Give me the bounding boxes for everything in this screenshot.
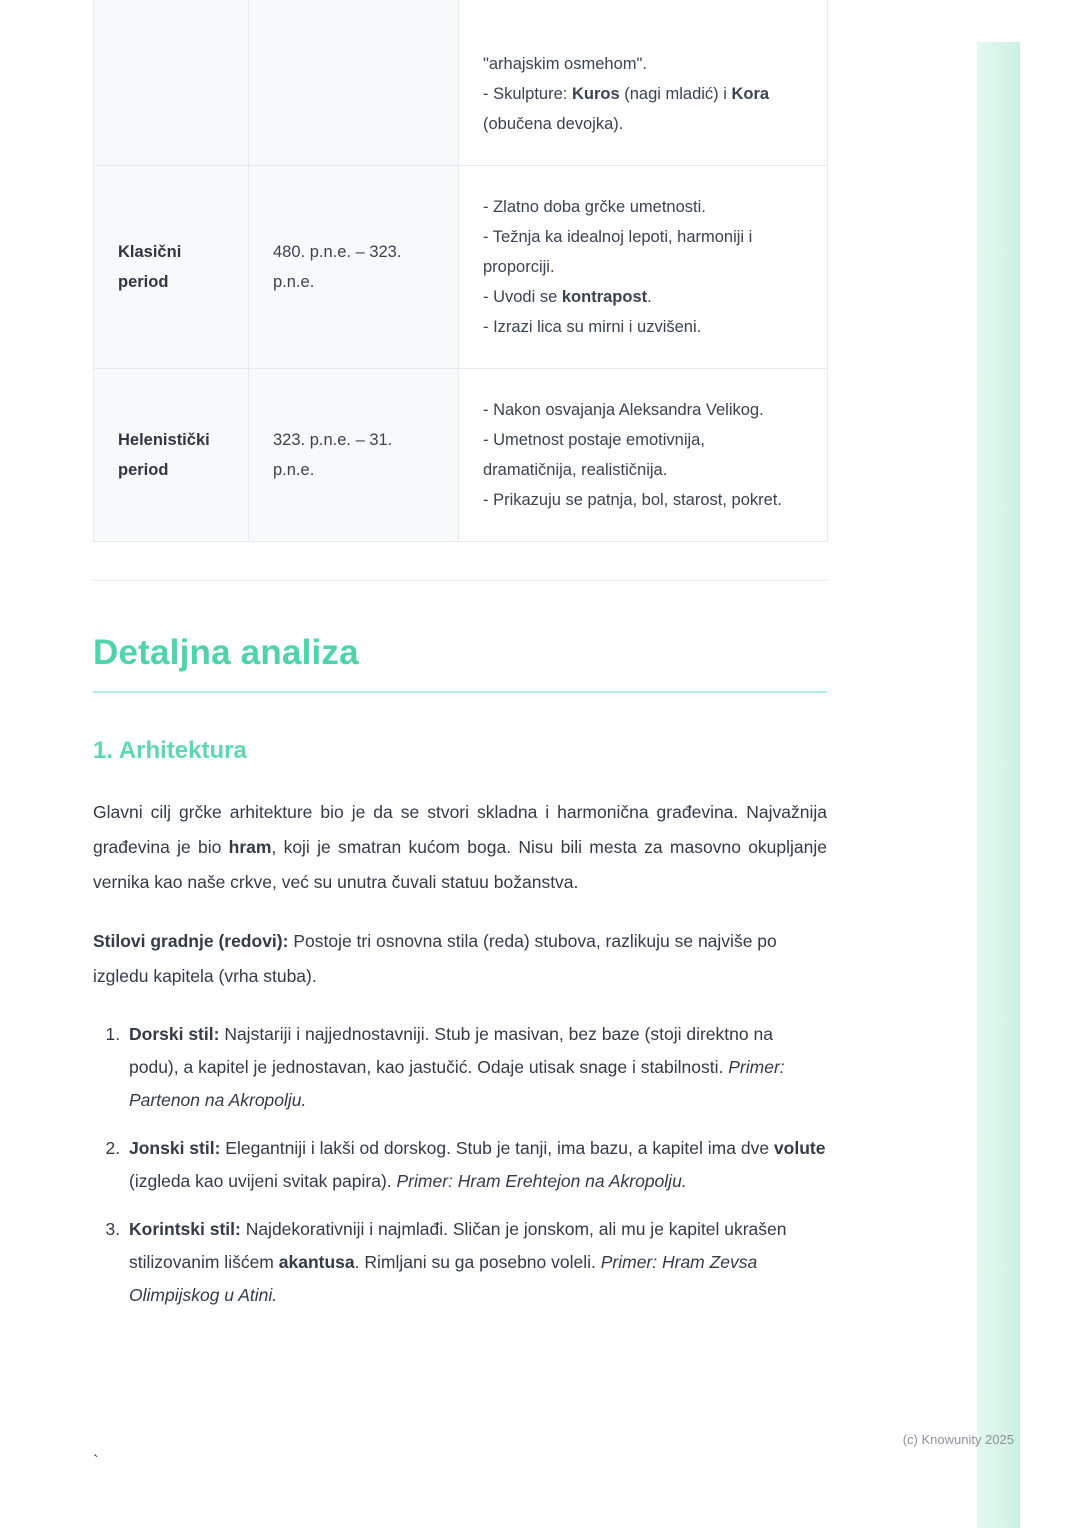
table-row-archaic-clipped bbox=[94, 0, 828, 165]
page-title: Detaljna analiza bbox=[93, 633, 827, 693]
building-styles-paragraph: Stilovi gradnje (redovi): Postoje tri osnovna stila (reda) stubova, razlikuju se najviše po izgledu kapitela (vrha stuba). bbox=[93, 930, 777, 986]
period-dates-cell: 480. p.n.e. – 323. p.n.e. bbox=[249, 165, 459, 368]
page-edge-strip bbox=[977, 42, 1020, 1528]
period-name-cell: Klasični period bbox=[94, 165, 249, 368]
document-page bbox=[93, 0, 827, 1327]
intro-paragraph: Glavni cilj grčke arhitekture bio je da se stvori skladna i harmonična građevina. Najvažnija građevina je bio hram, koji je smatran kućom boga. Nisu bili mesta za masovno okupljanje vernika kao naše crkve, već su unutra čuvali statuu božanstva. bbox=[93, 801, 828, 892]
copyright-note: (c) Knowunity 2025 bbox=[902, 1432, 1014, 1447]
list-item-corinthian: 3. Korintski stil: Najdekorativniji i najmlađi. Sličan je jonskom, ali mu je kapitel ukrašen stilizovanim lišćem akantusa. Rimljani su ga posebno voleli. Primer: Hram Zevsa Olimpijskog u Atini. bbox=[125, 1213, 827, 1312]
column-styles-list bbox=[93, 1018, 827, 1312]
period-details-cell: - Nakon osvajanja Aleksandra Velikog. - Umetnost postaje emotivnija, dramatičnija, realističnija. - Prikazuju se patnja, bol, starost, pokret. bbox=[459, 368, 828, 541]
periods-table bbox=[93, 0, 828, 542]
period-dates-cell: 323. p.n.e. – 31. p.n.e. bbox=[249, 368, 459, 541]
section-divider bbox=[93, 580, 827, 581]
table-row-hellenistic bbox=[94, 368, 828, 541]
period-details-cell: "arhajskim osmehom". - Skulpture: Kuros (nagi mladić) i Kora (obučena devojka). bbox=[459, 0, 828, 165]
period-name-cell bbox=[94, 0, 249, 165]
list-item-ionic: 2. Jonski stil: Elegantniji i lakši od dorskog. Stub je tanji, ima bazu, a kapitel ima dve volute (izgleda kao uvijeni svitak papira). Primer: Hram Erehtejon na Akropolju. bbox=[125, 1132, 827, 1198]
period-details-cell: - Zlatno doba grčke umetnosti. - Težnja ka idealnoj lepoti, harmoniji i proporciji. - Uvodi se kontrapost. - Izrazi lica su mirni i uzvišeni. bbox=[459, 165, 828, 368]
stray-backtick: ` bbox=[93, 1452, 99, 1471]
subsection-title-architecture: 1. Arhitektura bbox=[93, 736, 247, 764]
list-item-doric: 1. Dorski stil: Najstariji i najjednostavniji. Stub je masivan, bez baze (stoji direktno na podu), a kapitel je jednostavan, kao jastučić. Odaje utisak snage i stabilnosti. Primer: Partenon na Akropolju. bbox=[125, 1018, 827, 1117]
table-row-classical bbox=[94, 165, 828, 368]
period-name-cell: Helenistički period bbox=[94, 368, 249, 541]
period-dates-cell bbox=[249, 0, 459, 165]
